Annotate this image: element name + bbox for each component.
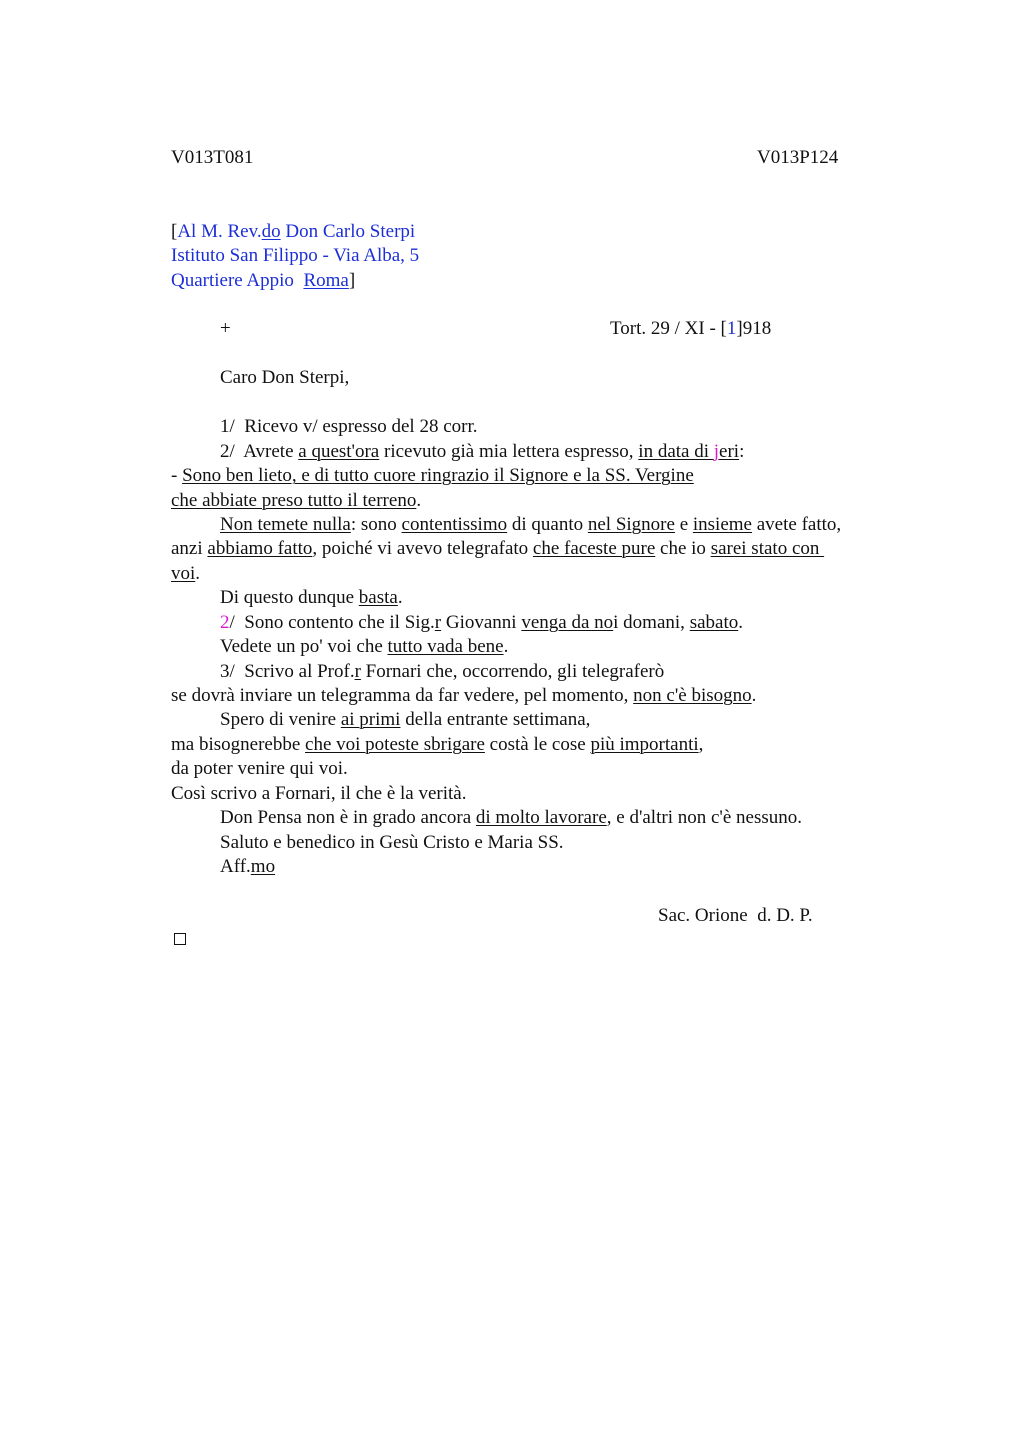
underlined-run: Sono ben lieto, e di tutto cuore ringrazio il Signore e la SS. Vergine <box>182 465 694 486</box>
body-line <box>171 465 694 487</box>
underlined-run: abbiamo fatto <box>207 538 313 559</box>
closing <box>220 856 275 878</box>
body-line <box>220 441 744 463</box>
text-run: , <box>698 734 704 755</box>
text-run: , e d'altri non c'è nessuno. <box>606 807 802 828</box>
body-line <box>220 636 508 658</box>
address-line-3 <box>171 270 355 292</box>
underlined-run: sarei stato con <box>710 538 825 559</box>
text-run: : sono <box>350 514 402 535</box>
bracket-open: [ <box>171 221 178 242</box>
text-run: i domani, <box>613 612 690 633</box>
text-run: avete fatto, <box>751 514 842 535</box>
underlined-run: basta <box>358 587 398 608</box>
underlined-run: insieme <box>692 514 752 535</box>
underlined-run: r <box>354 661 361 682</box>
underlined-run: in data di <box>638 441 714 462</box>
underlined-run: venga da no <box>521 612 614 633</box>
underlined-run: Non temete nulla <box>220 514 351 535</box>
text-run: : <box>739 441 745 462</box>
text-run: Di questo dunque <box>220 587 359 608</box>
body-line <box>220 514 841 536</box>
signature: Sac. Orione d. D. P. <box>658 905 813 926</box>
underlined-run: a quest'ora <box>298 441 380 462</box>
body-line <box>171 563 200 585</box>
corrected-letter: j <box>713 441 720 462</box>
volume-code-left: V013T081 <box>171 147 254 168</box>
underlined-run: voi <box>171 563 196 584</box>
text-run: Fornari che, occorrendo, gli telegraferò <box>360 661 665 682</box>
text-run: Don Pensa non è in grado ancora <box>220 807 476 828</box>
underlined-run: r <box>434 612 442 633</box>
text-run: ricevuto già mia lettera espresso, <box>379 441 639 462</box>
text-run: 3/ Scrivo al Prof. <box>220 661 355 682</box>
underlined-run: che faceste pure <box>532 538 656 559</box>
body-line: Saluto e benedico in Gesù Cristo e Maria SS. <box>220 832 564 853</box>
text-run: . <box>397 587 403 608</box>
address-district: Quartiere Appio <box>171 270 304 291</box>
text-run: costà le cose <box>484 734 591 755</box>
addressee-name: Don Carlo Sterpi <box>280 221 416 242</box>
bracket-close: ] <box>348 270 356 291</box>
text-run: Aff. <box>220 856 251 877</box>
body-line <box>171 538 824 560</box>
underlined-run: sabato <box>689 612 739 633</box>
place-date-year: ]918 <box>736 318 772 339</box>
underlined-run: che abbiate preso tutto il terreno <box>171 490 417 511</box>
address-line-1 <box>171 221 415 243</box>
addressee-title: Al M. Rev. <box>177 221 262 242</box>
body-line <box>171 734 703 756</box>
text-run: . <box>738 612 743 633</box>
address-city: Roma <box>303 270 349 291</box>
text-run: anzi <box>171 538 208 559</box>
body-line <box>220 587 403 609</box>
underlined-run: eri <box>719 441 740 462</box>
volume-code-right: V013P124 <box>757 147 839 168</box>
text-run: e <box>674 514 693 535</box>
body-line: da poter venire qui voi. <box>171 758 348 779</box>
body-line <box>220 661 664 683</box>
text-run: Giovanni <box>441 612 522 633</box>
underlined-run: ai primi <box>340 709 401 730</box>
underlined-run: nel Signore <box>587 514 675 535</box>
text-run: 2/ Avrete <box>220 441 299 462</box>
text-run: . <box>195 563 201 584</box>
text-run: della entrante settimana, <box>400 709 591 730</box>
underlined-run: contentissimo <box>401 514 508 535</box>
text-run: che io <box>655 538 711 559</box>
body-line: Così scrivo a Fornari, il che è la verità. <box>171 783 467 804</box>
underlined-run: tutto vada bene <box>387 636 504 657</box>
body-line <box>171 685 756 707</box>
underlined-run: che voi poteste sbrigare <box>305 734 485 755</box>
corrected-number: 2 <box>220 612 230 633</box>
body-line <box>220 709 590 731</box>
place-date-text: Tort. 29 / XI - [ <box>610 318 727 339</box>
text-run: ma bisognerebbe <box>171 734 306 755</box>
text-run: . <box>751 685 757 706</box>
text-run: Vedete un po' voi che <box>220 636 388 657</box>
body-line <box>220 612 743 634</box>
body-line <box>220 807 802 829</box>
underlined-run: di molto lavorare <box>475 807 607 828</box>
year-digit: 1 <box>726 318 737 339</box>
body-line: 1/ Ricevo v/ espresso del 28 corr. <box>220 416 478 437</box>
text-run: , poiché vi avevo telegrafato <box>312 538 533 559</box>
addressee-abbrev: do <box>261 221 281 242</box>
place-date <box>610 318 771 340</box>
end-marker-box <box>174 933 186 945</box>
underlined-run: non c'è bisogno <box>633 685 752 706</box>
text-run: . <box>503 636 509 657</box>
underlined-run: più importanti <box>590 734 699 755</box>
text-run: di quanto <box>507 514 588 535</box>
text-run: - <box>171 465 183 486</box>
underlined-run: mo <box>250 856 276 877</box>
cross-mark: + <box>220 318 231 339</box>
text-run: se dovrà inviare un telegramma da far vedere, pel momento, <box>171 685 634 706</box>
address-line-2: Istituto San Filippo - Via Alba, 5 <box>171 245 420 266</box>
text-run: Spero di venire <box>220 709 341 730</box>
body-line <box>171 490 421 512</box>
text-run: . <box>416 490 422 511</box>
text-run: / Sono contento che il Sig. <box>229 612 435 633</box>
salutation: Caro Don Sterpi, <box>220 367 350 388</box>
